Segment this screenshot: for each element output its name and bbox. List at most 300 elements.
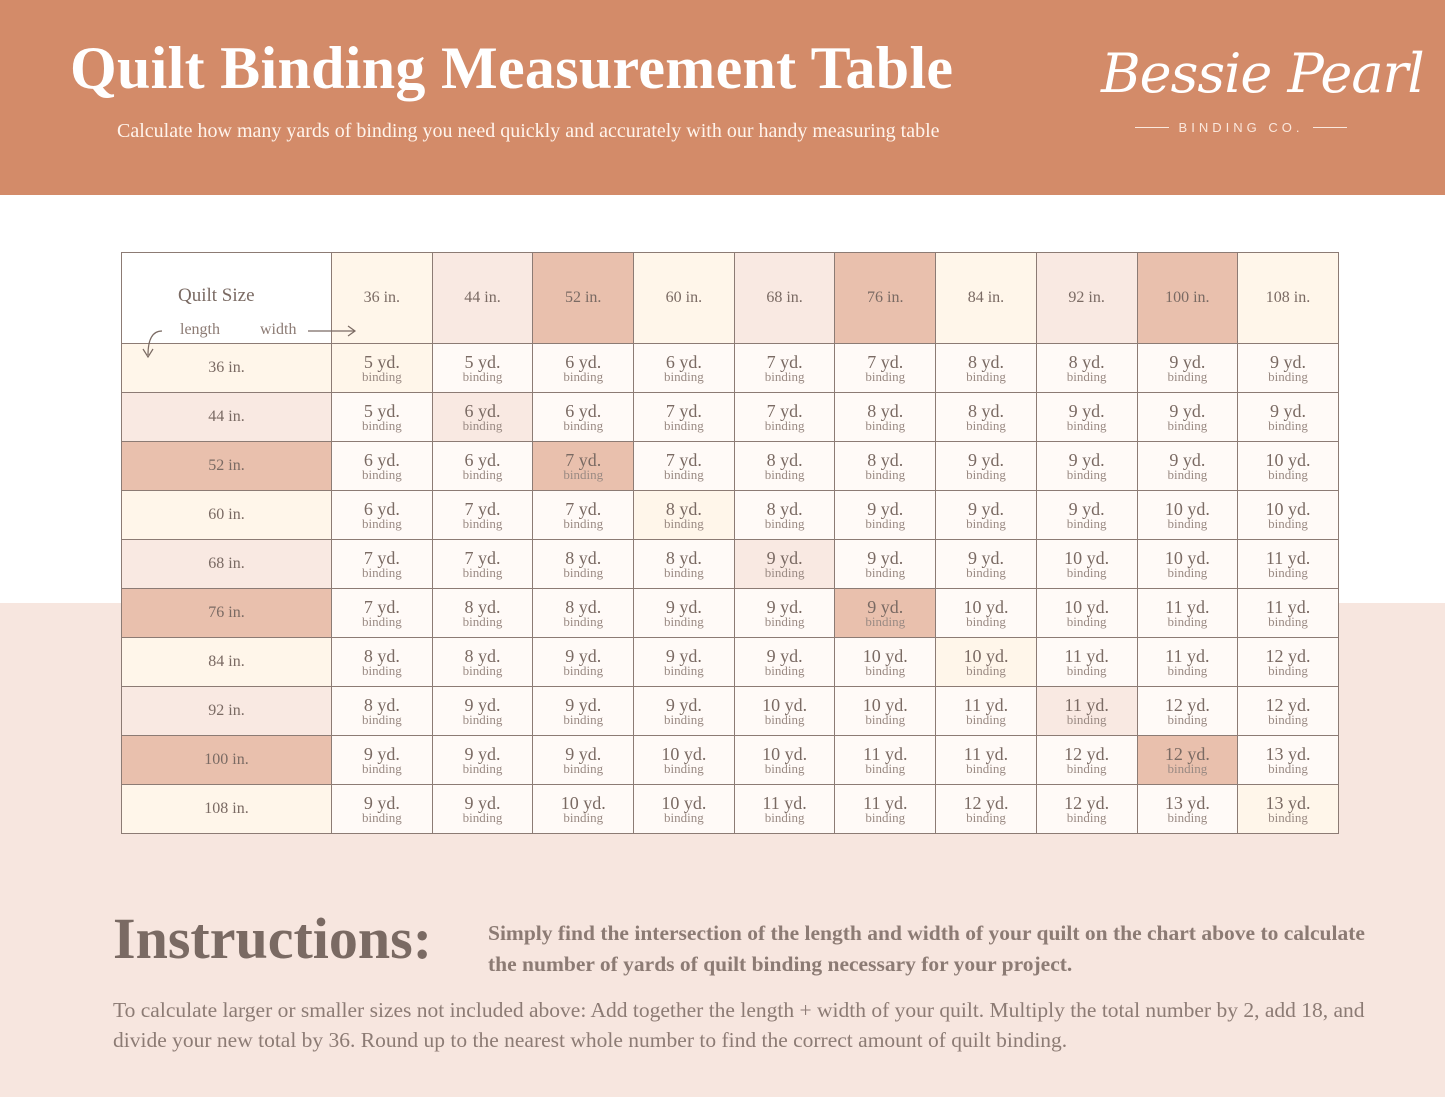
binding-label: binding — [664, 565, 704, 580]
column-header: 44 in. — [432, 253, 533, 344]
column-header: 76 in. — [835, 253, 936, 344]
column-header: 52 in. — [533, 253, 634, 344]
table-cell — [1036, 393, 1137, 442]
table-row — [122, 589, 1339, 638]
table-cell — [533, 540, 634, 589]
yardage-value: 10 yd. — [560, 793, 606, 813]
table-cell — [835, 540, 936, 589]
arrow-down-icon — [142, 329, 164, 361]
table-cell — [533, 736, 634, 785]
yardage-value: 11 yd. — [1064, 646, 1109, 666]
table-row — [122, 491, 1339, 540]
table-cell — [734, 589, 835, 638]
table-cell — [533, 344, 634, 393]
binding-label: binding — [865, 418, 906, 433]
length-label: length — [180, 321, 220, 338]
yardage-value: 9 yd. — [464, 744, 501, 764]
yardage-value: 12 yd. — [1164, 744, 1210, 764]
yardage-value: 7 yd. — [464, 499, 501, 519]
table-row — [122, 785, 1339, 834]
binding-label: binding — [966, 516, 1006, 531]
table-cell — [936, 736, 1037, 785]
binding-label: binding — [966, 712, 1006, 727]
table-cell — [936, 540, 1037, 589]
table-cell — [1036, 687, 1137, 736]
yardage-value: 11 yd. — [1265, 548, 1311, 568]
binding-label: binding — [1167, 369, 1208, 384]
row-header: 68 in. — [122, 540, 332, 589]
logo-divider-right — [1313, 127, 1347, 128]
yardage-value: 10 yd. — [661, 744, 707, 764]
table-cell — [1137, 785, 1238, 834]
table-cell — [432, 687, 533, 736]
binding-label: binding — [563, 663, 604, 678]
table-cell — [1238, 785, 1339, 834]
binding-label: binding — [563, 712, 604, 727]
table-cell — [634, 393, 735, 442]
binding-label: binding — [764, 516, 805, 531]
yardage-value: 10 yd. — [661, 793, 707, 813]
yardage-value: 7 yd. — [665, 450, 702, 470]
table-cell — [1238, 344, 1339, 393]
table-cell — [1137, 393, 1238, 442]
binding-label: binding — [462, 712, 503, 727]
table-cell — [432, 344, 533, 393]
binding-label: binding — [1167, 614, 1208, 629]
binding-label: binding — [865, 369, 906, 384]
binding-label: binding — [462, 663, 503, 678]
yardage-value: 12 yd. — [963, 793, 1009, 813]
binding-label: binding — [1066, 810, 1107, 825]
binding-label: binding — [664, 516, 704, 531]
table-cell — [936, 785, 1037, 834]
column-header: 92 in. — [1036, 253, 1137, 344]
yardage-value: 11 yd. — [1265, 597, 1311, 617]
binding-label: binding — [664, 663, 704, 678]
table-cell — [1238, 491, 1339, 540]
page-subtitle: Calculate how many yards of binding you need quickly and accurately with our handy measuring table — [117, 120, 940, 142]
binding-label: binding — [865, 712, 906, 727]
binding-label: binding — [664, 467, 704, 482]
binding-label: binding — [563, 369, 604, 384]
yardage-value: 10 yd. — [1265, 450, 1311, 470]
binding-label: binding — [966, 467, 1006, 482]
yardage-value: 7 yd. — [665, 401, 702, 421]
table-cell — [634, 344, 735, 393]
yardage-value: 5 yd. — [363, 352, 400, 372]
instructions-heading: Instructions: — [113, 906, 433, 971]
yardage-value: 8 yd. — [1068, 352, 1105, 372]
table-cell — [835, 785, 936, 834]
instructions-lead: Simply find the intersection of the length and width of your quilt on the chart above to calculate the number of yards of quilt binding necessary for your project. — [488, 921, 1365, 976]
logo-sub-text: BINDING CO. — [1178, 120, 1304, 135]
binding-label: binding — [361, 565, 402, 580]
binding-label: binding — [966, 663, 1006, 678]
table-cell — [1137, 736, 1238, 785]
table-cell — [1036, 736, 1137, 785]
yardage-value: 10 yd. — [963, 646, 1009, 666]
table-cell — [533, 785, 634, 834]
table-cell — [1036, 491, 1137, 540]
table-row — [122, 736, 1339, 785]
yardage-value: 9 yd. — [665, 597, 702, 617]
yardage-value: 9 yd. — [967, 450, 1004, 470]
yardage-value: 9 yd. — [565, 744, 602, 764]
yardage-value: 12 yd. — [1164, 695, 1210, 715]
table-cell — [1137, 491, 1238, 540]
table-row — [122, 344, 1339, 393]
table-cell — [936, 344, 1037, 393]
table-cell — [332, 687, 433, 736]
yardage-value: 9 yd. — [1068, 401, 1105, 421]
binding-label: binding — [764, 663, 805, 678]
table-cell — [1238, 442, 1339, 491]
yardage-value: 5 yd. — [464, 352, 501, 372]
yardage-value: 11 yd. — [1165, 597, 1210, 617]
table-cell — [1137, 540, 1238, 589]
binding-label: binding — [1167, 761, 1208, 776]
binding-label: binding — [764, 810, 805, 825]
table-cell — [332, 589, 433, 638]
table-cell — [734, 638, 835, 687]
binding-label: binding — [865, 810, 906, 825]
table-cell — [936, 589, 1037, 638]
yardage-value: 6 yd. — [565, 401, 602, 421]
binding-label: binding — [361, 369, 402, 384]
table-cell — [533, 491, 634, 540]
binding-label: binding — [361, 418, 402, 433]
table-cell — [1238, 687, 1339, 736]
binding-label: binding — [1167, 712, 1208, 727]
binding-label: binding — [764, 761, 805, 776]
yardage-value: 9 yd. — [1068, 450, 1105, 470]
binding-label: binding — [462, 418, 503, 433]
yardage-value: 13 yd. — [1265, 744, 1311, 764]
yardage-value: 11 yd. — [963, 695, 1009, 715]
binding-label: binding — [462, 516, 503, 531]
table-cell — [1238, 736, 1339, 785]
binding-label: binding — [563, 516, 604, 531]
table-cell — [1137, 687, 1238, 736]
yardage-value: 8 yd. — [867, 401, 904, 421]
logo-divider-left — [1135, 127, 1169, 128]
binding-label: binding — [361, 810, 402, 825]
yardage-value: 9 yd. — [867, 499, 904, 519]
yardage-value: 9 yd. — [867, 548, 904, 568]
yardage-value: 8 yd. — [967, 401, 1004, 421]
table-cell — [1036, 638, 1137, 687]
binding-label: binding — [1066, 418, 1107, 433]
yardage-value: 8 yd. — [363, 646, 400, 666]
yardage-value: 5 yd. — [363, 401, 400, 421]
table-cell — [332, 393, 433, 442]
table-cell — [1137, 638, 1238, 687]
yardage-value: 12 yd. — [1265, 695, 1311, 715]
table-cell — [734, 344, 835, 393]
table-cell — [432, 638, 533, 687]
binding-label: binding — [361, 761, 402, 776]
binding-label: binding — [764, 467, 805, 482]
binding-label: binding — [1066, 761, 1107, 776]
brand-logo — [1095, 40, 1424, 140]
binding-label: binding — [462, 467, 503, 482]
yardage-value: 6 yd. — [464, 401, 501, 421]
binding-label: binding — [1066, 712, 1107, 727]
table-cell — [533, 589, 634, 638]
binding-label: binding — [462, 369, 503, 384]
yardage-value: 9 yd. — [766, 548, 803, 568]
binding-label: binding — [1167, 565, 1208, 580]
quilt-size-label: Quilt Size — [178, 285, 255, 306]
binding-label: binding — [361, 663, 402, 678]
binding-label: binding — [764, 614, 805, 629]
yardage-value: 9 yd. — [1169, 401, 1206, 421]
row-header: 52 in. — [122, 442, 332, 491]
table-cell — [835, 638, 936, 687]
yardage-value: 12 yd. — [1064, 744, 1110, 764]
binding-label: binding — [865, 761, 906, 776]
table-cell — [634, 736, 735, 785]
column-header: 36 in. — [332, 253, 433, 344]
table-cell — [332, 736, 433, 785]
table-cell — [332, 491, 433, 540]
yardage-value: 12 yd. — [1064, 793, 1110, 813]
binding-label: binding — [664, 614, 704, 629]
yardage-value: 9 yd. — [565, 695, 602, 715]
binding-label: binding — [966, 761, 1006, 776]
binding-label: binding — [764, 565, 805, 580]
yardage-value: 7 yd. — [766, 352, 803, 372]
header-banner — [0, 0, 1445, 195]
yardage-value: 10 yd. — [762, 744, 808, 764]
yardage-value: 6 yd. — [665, 352, 702, 372]
row-header: 60 in. — [122, 491, 332, 540]
table-cell — [835, 344, 936, 393]
table-cell — [1036, 785, 1137, 834]
yardage-value: 12 yd. — [1265, 646, 1311, 666]
table-cell — [634, 785, 735, 834]
binding-label: binding — [361, 712, 402, 727]
binding-label: binding — [1167, 467, 1208, 482]
table-cell — [1238, 540, 1339, 589]
table-row — [122, 393, 1339, 442]
instructions-body: To calculate larger or smaller sizes not included above: Add together the length + width of your quilt. Multiply the total number by 2, add 18, and divide your new total by 36. Round up to the nearest whole number to find the correct amount of quilt binding. — [113, 998, 1365, 1052]
yardage-value: 9 yd. — [363, 744, 400, 764]
binding-label: binding — [664, 761, 704, 776]
column-header: 108 in. — [1238, 253, 1339, 344]
binding-label: binding — [966, 614, 1006, 629]
yardage-value: 8 yd. — [766, 499, 803, 519]
yardage-value: 8 yd. — [967, 352, 1004, 372]
table-cell — [835, 393, 936, 442]
binding-label: binding — [865, 663, 906, 678]
yardage-value: 13 yd. — [1265, 793, 1311, 813]
yardage-value: 9 yd. — [1270, 352, 1307, 372]
table-cell — [835, 736, 936, 785]
yardage-value: 10 yd. — [862, 695, 908, 715]
binding-label: binding — [361, 516, 402, 531]
yardage-value: 8 yd. — [363, 695, 400, 715]
corner-cell — [122, 253, 332, 344]
yardage-value: 9 yd. — [1169, 450, 1206, 470]
binding-label: binding — [1268, 663, 1308, 678]
logo-script-text: Bessie Pearl — [1101, 42, 1424, 105]
binding-label: binding — [563, 565, 604, 580]
yardage-value: 7 yd. — [565, 499, 602, 519]
binding-label: binding — [1268, 712, 1308, 727]
binding-label: binding — [865, 565, 906, 580]
yardage-value: 6 yd. — [363, 450, 400, 470]
binding-label: binding — [764, 712, 805, 727]
table-cell — [332, 638, 433, 687]
binding-label: binding — [1268, 614, 1308, 629]
table-cell — [634, 442, 735, 491]
table-cell — [634, 491, 735, 540]
yardage-value: 9 yd. — [464, 695, 501, 715]
table-cell — [332, 344, 433, 393]
yardage-value: 9 yd. — [766, 597, 803, 617]
table-cell — [734, 540, 835, 589]
page-title: Quilt Binding Measurement Table — [70, 35, 954, 101]
row-header: 108 in. — [122, 785, 332, 834]
table-cell — [332, 442, 433, 491]
yardage-value: 9 yd. — [1270, 401, 1307, 421]
binding-label: binding — [1066, 369, 1107, 384]
yardage-value: 11 yd. — [762, 793, 807, 813]
binding-label: binding — [462, 565, 503, 580]
yardage-value: 10 yd. — [1064, 597, 1110, 617]
yardage-value: 8 yd. — [867, 450, 904, 470]
table-cell — [634, 589, 735, 638]
yardage-value: 7 yd. — [867, 352, 904, 372]
yardage-value: 9 yd. — [967, 548, 1004, 568]
yardage-value: 11 yd. — [963, 744, 1009, 764]
table-cell — [734, 491, 835, 540]
yardage-value: 13 yd. — [1164, 793, 1210, 813]
logo-subline — [1135, 120, 1347, 135]
yardage-value: 8 yd. — [565, 597, 602, 617]
binding-label: binding — [1167, 663, 1208, 678]
binding-label: binding — [664, 418, 704, 433]
row-header: 76 in. — [122, 589, 332, 638]
yardage-value: 9 yd. — [363, 793, 400, 813]
binding-label: binding — [1066, 467, 1107, 482]
binding-label: binding — [664, 369, 704, 384]
binding-label: binding — [865, 614, 906, 629]
binding-label: binding — [563, 810, 604, 825]
yardage-value: 7 yd. — [363, 597, 400, 617]
table-cell — [734, 687, 835, 736]
binding-label: binding — [563, 761, 604, 776]
table-cell — [734, 736, 835, 785]
binding-table — [121, 252, 1339, 834]
binding-label: binding — [1268, 418, 1308, 433]
binding-label: binding — [865, 467, 906, 482]
table-cell — [936, 491, 1037, 540]
yardage-value: 11 yd. — [863, 744, 908, 764]
yardage-value: 7 yd. — [766, 401, 803, 421]
table-cell — [734, 393, 835, 442]
row-header: 44 in. — [122, 393, 332, 442]
binding-label: binding — [1066, 614, 1107, 629]
table-cell — [634, 687, 735, 736]
table-cell — [1036, 344, 1137, 393]
column-header: 84 in. — [936, 253, 1037, 344]
column-header: 60 in. — [634, 253, 735, 344]
table-cell — [936, 638, 1037, 687]
table-cell — [432, 589, 533, 638]
yardage-value: 8 yd. — [464, 646, 501, 666]
binding-label: binding — [1268, 810, 1308, 825]
row-header: 100 in. — [122, 736, 332, 785]
column-header: 100 in. — [1137, 253, 1238, 344]
yardage-value: 8 yd. — [766, 450, 803, 470]
table-cell — [533, 687, 634, 736]
binding-label: binding — [966, 369, 1006, 384]
table-row — [122, 638, 1339, 687]
binding-label: binding — [361, 467, 402, 482]
binding-label: binding — [1066, 516, 1107, 531]
table-cell — [1238, 638, 1339, 687]
binding-label: binding — [1066, 663, 1107, 678]
yardage-value: 10 yd. — [1064, 548, 1110, 568]
width-label: width — [260, 321, 297, 338]
yardage-value: 9 yd. — [1068, 499, 1105, 519]
yardage-value: 8 yd. — [665, 499, 702, 519]
binding-label: binding — [1268, 467, 1308, 482]
table-cell — [533, 393, 634, 442]
binding-label: binding — [563, 614, 604, 629]
table-cell — [634, 540, 735, 589]
yardage-value: 10 yd. — [963, 597, 1009, 617]
table-cell — [1137, 589, 1238, 638]
table-cell — [734, 785, 835, 834]
table-cell — [634, 638, 735, 687]
yardage-value: 9 yd. — [967, 499, 1004, 519]
table-cell — [1238, 393, 1339, 442]
table-cell — [533, 638, 634, 687]
yardage-value: 11 yd. — [1064, 695, 1109, 715]
yardage-value: 9 yd. — [766, 646, 803, 666]
table-cell — [936, 687, 1037, 736]
yardage-value: 9 yd. — [1169, 352, 1206, 372]
binding-label: binding — [664, 810, 704, 825]
yardage-value: 11 yd. — [863, 793, 908, 813]
table-cell — [432, 785, 533, 834]
binding-label: binding — [1268, 761, 1308, 776]
binding-label: binding — [764, 369, 805, 384]
yardage-value: 10 yd. — [862, 646, 908, 666]
table-cell — [1036, 540, 1137, 589]
table-row — [122, 442, 1339, 491]
row-header: 92 in. — [122, 687, 332, 736]
binding-label: binding — [462, 810, 503, 825]
yardage-value: 6 yd. — [464, 450, 501, 470]
yardage-value: 9 yd. — [565, 646, 602, 666]
binding-label: binding — [563, 467, 604, 482]
table-cell — [432, 393, 533, 442]
yardage-value: 10 yd. — [1164, 499, 1210, 519]
yardage-value: 10 yd. — [762, 695, 808, 715]
table-cell — [835, 589, 936, 638]
table-cell — [432, 491, 533, 540]
row-header: 84 in. — [122, 638, 332, 687]
table-cell — [432, 442, 533, 491]
binding-label: binding — [1268, 516, 1308, 531]
table-cell — [432, 540, 533, 589]
binding-label: binding — [966, 418, 1006, 433]
yardage-value: 9 yd. — [665, 695, 702, 715]
